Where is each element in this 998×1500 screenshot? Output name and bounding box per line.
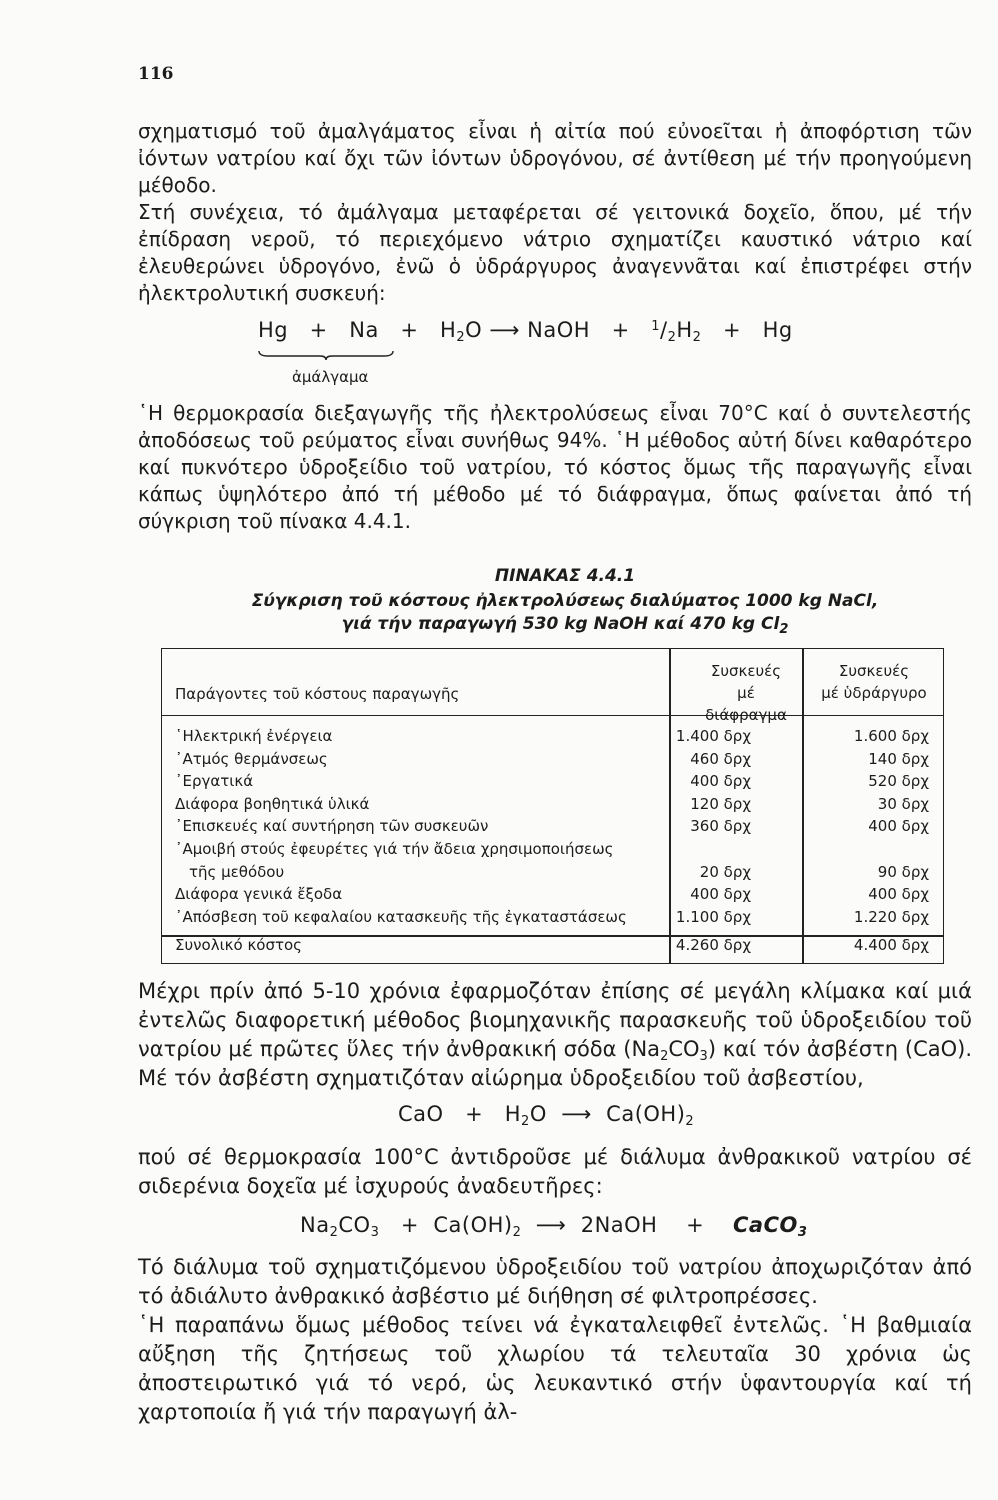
paragraph-6: Τό διάλυμα τοῦ σχηματιζόμενου ὑδροξειδίου τοῦ νατρίου ἀποχωριζόταν ἀπό τό ἀδιάλυτο ἀνθρακικό ἀσβέστιο μέ διήθηση σέ φιλτροπρέσσες. [138,1255,972,1308]
table-row [162,795,943,818]
row-mercury-cost: 520 δρχ [868,772,929,791]
paragraph-temperature [138,400,972,535]
row-label: τῆς μεθόδου [189,862,285,881]
row-mercury-cost: 400 δρχ [868,817,929,836]
row-label: Διάφορα γενικά ἔξοδα [175,885,343,904]
total-mercury: 4.400 δρχ [853,936,929,954]
row-label: ᾿Επισκευές καί συντήρηση τῶν συσκευῶν [175,817,489,836]
row-diaphragm-cost: 460 δρχ [690,749,751,768]
row-label: ῾Ηλεκτρική ἐνέργεια [175,727,333,745]
paragraph-1: σχηματισμό τοῦ ἀμαλγάματος εἶναι ἡ αἰτία πού εὐνοεῖται ἡ ἀποφόρτιση τῶν ἰόντων νατρίου καί ὄχι τῶν ἰόντων ὑδρογόνου, σέ ἀντίθεση μέ τήν προηγούμενη μέθοδο. [138,119,972,197]
paragraph-3: ῾Η θερμοκρασία διεξαγωγῆς τῆς ἠλεκτρολύσεως εἶναι 70°C καί ὁ συντελεστής ἀποδόσεως τοῦ ρεύματος εἶναι συνήθως 94%. ῾Η μέθοδος αὐτή δίνει καθαρότερο καί πυκνότερο ὑδροξείδιο τοῦ νατρίου, τό κόστος ὅμως τῆς παραγωγῆς εἶναι κάπως ὑψηλότερο ἀπό τή μέθοδο μέ τό διάφραγμα, ὅπως φαίνεται ἀπό τή σύγκριση τοῦ πίνακα 4.4.1. [138,401,972,533]
row-label: ᾿Ατμός θερμάνσεως [175,749,328,768]
table-row [162,750,943,773]
row-mercury-cost: 30 δρχ [877,794,929,813]
row-diaphragm-cost: 400 δρχ [690,772,751,791]
row-diaphragm-cost: 120 δρχ [690,794,751,813]
total-diaphragm: 4.260 δρχ [675,936,751,954]
table-caption-line2: γιά τήν παραγωγή 530 kg NaOH καί 470 kg $Cl_2$ [341,614,789,637]
row-diaphragm-cost: 1.100 δρχ [675,907,751,926]
paragraph-filtration [138,1253,972,1427]
header-mercury: Συσκευές μέ ὑδράργυρο [821,662,927,702]
total-label: Συνολικό κόστος [175,936,302,954]
header-diaphragm: Συσκευές μέ διάφραγμα [705,662,787,724]
table-title: ΠΙΝΑΚΑΣ 4.4.1 [494,566,636,586]
table-row [162,772,943,795]
total-row [162,936,943,959]
table-row [162,727,943,750]
paragraph-amalgam-discharge [138,118,972,307]
row-mercury-cost: 140 δρχ [868,749,929,768]
table-row [162,863,943,886]
paragraph-soda-method [138,977,972,1093]
row-diaphragm-cost: 360 δρχ [690,817,751,836]
row-diaphragm-cost: 1.400 δρχ [675,727,751,745]
table-row [162,817,943,840]
table-row [162,840,943,863]
underbrace [258,350,394,360]
paragraph-4: Μέχρι πρίν ἀπό 5-10 χρόνια ἐφαρμοζόταν ἐπίσης σέ μεγάλη κλίμακα καί μιά ἐντελῶς διαφορετική μέθοδος βιομηχανικῆς παρασκευῆς τοῦ ὑδροξειδίου τοῦ νατρίου μέ πρῶτες ὕλες τήν ἀνθρακική σόδα $(Na_2CO_3)$ καί τόν ἀσβέστη (CaO). Μέ τόν ἀσβέστη σχηματιζόταν αἰώρημα ὑδροξειδίου τοῦ ἀσβεστίου, [138,979,972,1090]
row-mercury-cost: 400 δρχ [868,885,929,904]
row-mercury-cost: 1.220 δρχ [853,907,929,926]
table-row [162,908,943,931]
header-factor: Παράγοντες τοῦ κόστους παραγωγῆς [175,685,460,703]
row-label: ᾿Απόσβεση τοῦ κεφαλαίου κατασκευῆς τῆς ἐγκαταστάσεως [175,907,627,926]
page-number: 116 [138,64,174,84]
table-caption-line1: Σύγκριση τοῦ κόστους ἠλεκτρολύσεως διαλύματος 1000 kg NaCl, [251,591,879,611]
table-header [162,649,943,724]
row-label: ᾿Εργατικά [175,772,254,791]
paragraph-2: Στή συνέχεια, τό ἀμάλγαμα μεταφέρεται σέ γειτονικά δοχεῖο, ὅπου, μέ τήν ἐπίδραση νεροῦ, τό περιεχόμενο νάτριο σχηματίζει καυστικό νάτριο καί ἐλευθερώνει ὑδρογόνο, ἐνῶ ὁ ὑδράργυρος ἀναγεννᾶται καί ἐπιστρέφει στήν ἠλεκτρολυτική συσκευή: [138,200,972,305]
row-mercury-cost: 90 δρχ [877,862,929,881]
row-diaphragm-cost: 20 δρχ [699,862,751,881]
row-label: Διάφορα βοηθητικά ὑλικά [175,794,370,813]
paragraph-5: πού σέ θερμοκρασία 100°C ἀντιδροῦσε μέ διάλυμα ἀνθρακικοῦ νατρίου σέ σιδερένια δοχεῖα μέ ἰσχυρούς ἀναδευτῆρες: [138,1145,972,1198]
paragraph-reaction [138,1143,972,1201]
cost-comparison-table [161,648,944,964]
equation-lime: CaO + $H_2O$ ⟶ $Ca(OH)_2$ [398,1102,695,1129]
amalgam-label: ἀμάλγαμα [292,368,369,386]
table-row [162,885,943,908]
row-mercury-cost: 1.600 δρχ [853,727,929,745]
row-label: ᾿Αμοιβή στούς ἐφευρέτες γιά τήν ἄδεια χρησιμοποιήσεως [175,840,614,858]
paragraph-7: ῾Η παραπάνω ὅμως μέθοδος τείνει νά ἐγκαταλειφθεῖ ἐντελῶς. ῾Η βαθμιαία αὔξηση τῆς ζητήσεως τοῦ χλωρίου τά τελευταῖα 30 χρόνια ὡς ἀποστειρωτικό γιά τό νερό, ὡς λευκαντικό στήν ὑφαντουργία καί τή χαρτοποιία ἤ γιά τήν παραγωγή ἀλ- [138,1313,972,1424]
equation-caustification: $Na_2CO_3$ + $Ca(OH)_2$ ⟶ 2NaOH + CaCO$_3$ [300,1213,808,1240]
row-diaphragm-cost: 400 δρχ [690,885,751,904]
equation-amalgam: Hg + Na + $H_2O$ ⟶ NaOH + $^1/_2H_2$ + Hg [258,318,793,345]
